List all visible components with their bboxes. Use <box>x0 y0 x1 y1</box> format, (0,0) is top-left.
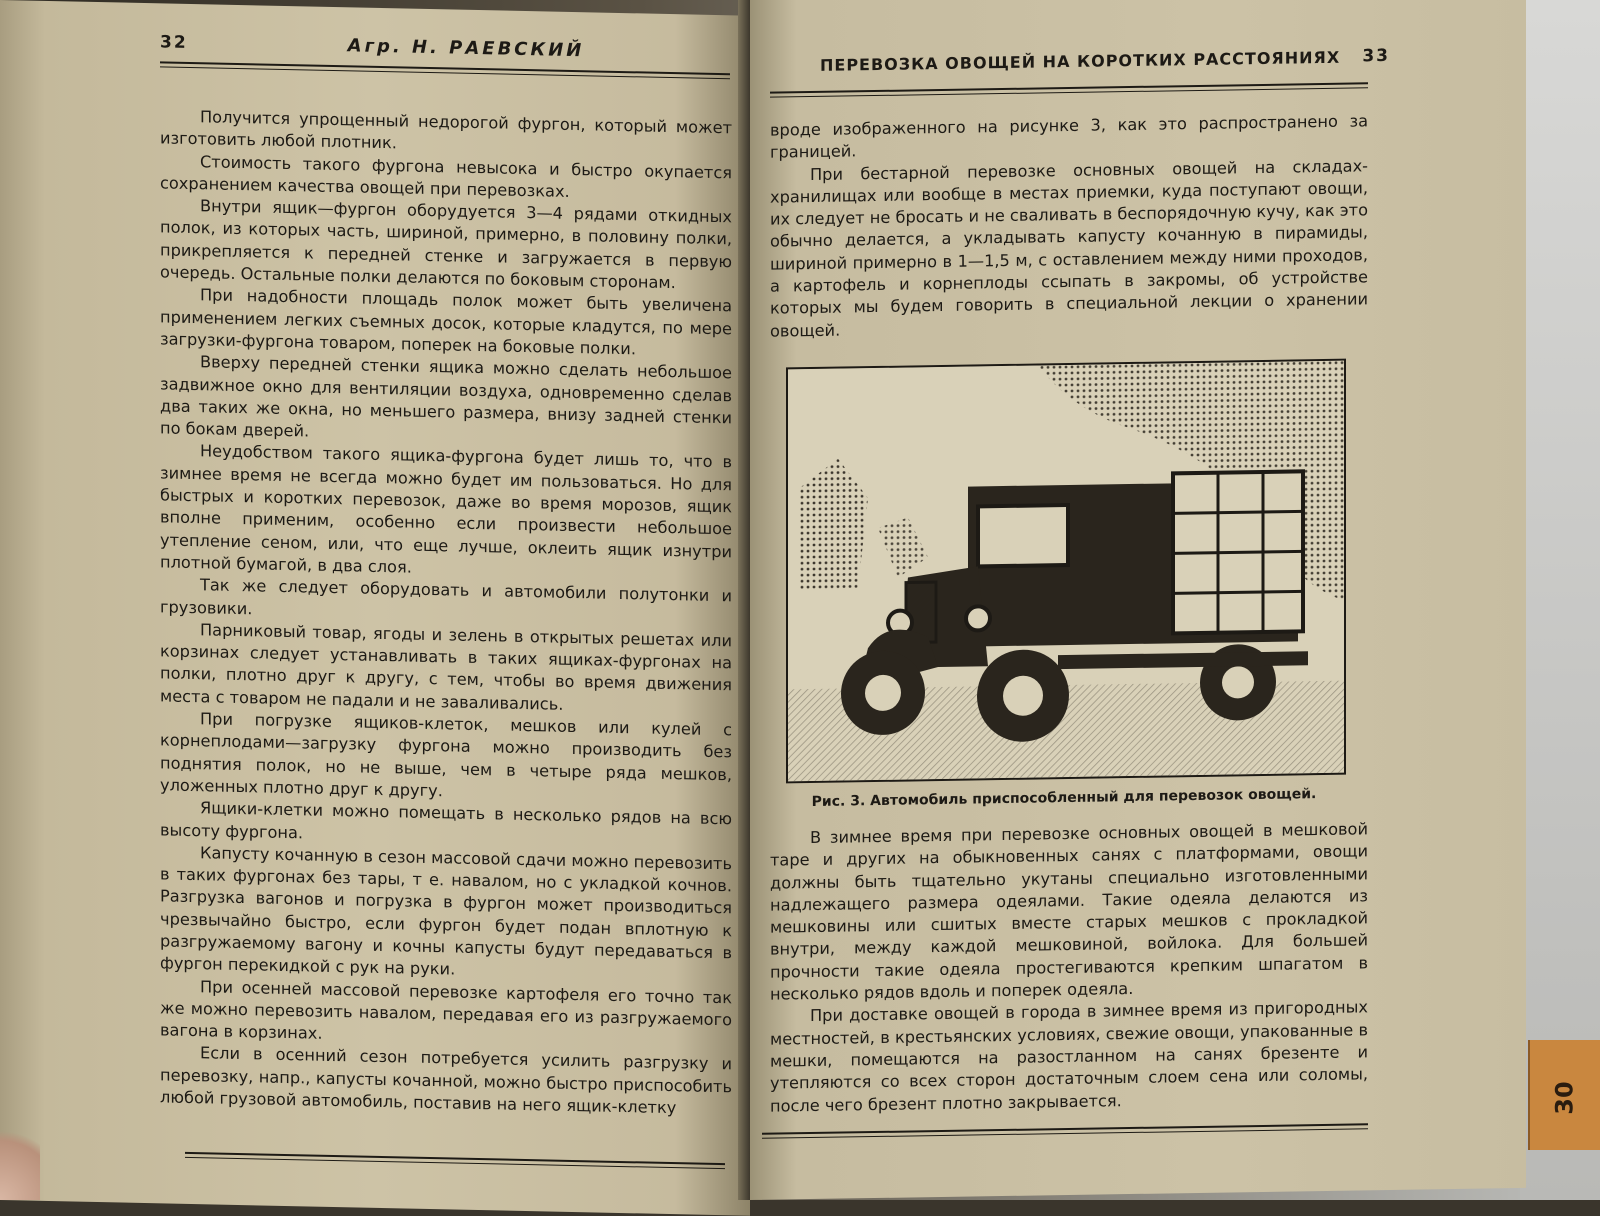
paragraph: Вверху передней стенки ящика можно сделать небольшое задвижное окно для вентиляции воздуха, одновременно сделав два таких же окна, но меньшего размера, внизу задней стенки по бокам дверей. <box>160 352 732 441</box>
paragraph: При погрузке ящиков-клеток, мешков или кулей с корнеплодами—загрузку фургона можно производить без поднятия полок, но не выше, чем в четыре ряда мешков, уложенных плотно друг к другу. <box>160 709 732 801</box>
left-running-head: Агр. Н. РАЕВСКИЙ <box>347 35 585 62</box>
left-header-rule <box>160 61 730 79</box>
paragraph: вроде изображенного на рисунке 3, как это распространено за границей. <box>770 111 1368 162</box>
tape-mark: 30 <box>1550 1081 1579 1115</box>
left-page-header <box>160 31 730 64</box>
left-page <box>0 0 750 1216</box>
paragraph: При осенней массовой перевозке картофеля его точно так же можно перевозить навалом, передавая его из разгружаемого вагона в корзинах. <box>160 976 732 1043</box>
paragraph: В зимнее время при перевозке основных овощей в мешковой таре и других на обыкновенных санях с платформами, овощи должны быть тщательно укутаны специально изготовленными надлежащего размера одеялами. Такие одеяла делаются из мешковины или сшитых вместе старых мешков с прокладкой внутри, между каждой мешковиной, войлока. Для большей прочности такие одеяла простегиваются крепким шпагатом в несколько рядов вдоль и поперек одеяла. <box>770 819 1368 1004</box>
paragraph: Ящики-клетки можно помещать в несколько рядов на всю высоту фургона. <box>160 798 732 842</box>
right-page-body-bottom <box>770 818 1368 1127</box>
paragraph: При бестарной перевозке основных овощей на складах-хранилищах или вообще в местах приемки, куда поступают овощи, их следует не бросать и не сваливать в беспорядочную кучу, как это обычно делается, а укладывать капусту кочанную в пирамиды, шириной примерно в 1—1,5 м, с оставлением между ними проходов, а картофель и корнеплоды ссыпать в закромы, об устройстве которых мы будем говорить в специальной лекции о хранении овощей. <box>770 155 1368 341</box>
left-page-body <box>160 105 732 1157</box>
paragraph: Неудобством такого ящика-фургона будет лишь то, что в зимнее время не всегда можно будет им пользоваться. Но для быстрых и коротких перевозок, даже во время морозов, ящик вполне применим, особенно если произвести небольшое утепление сеном, или, что еще лучше, оклеить ящик изнутри плотной бумагой, в два слоя. <box>160 441 732 577</box>
measuring-tape <box>1528 1040 1600 1150</box>
truck-illustration <box>786 359 1346 784</box>
table-surface <box>1520 0 1600 1200</box>
right-page-header <box>820 46 1390 75</box>
thumb <box>0 1110 40 1200</box>
left-page-number: 32 <box>160 32 188 53</box>
right-header-rule <box>770 82 1368 97</box>
paragraph: Внутри ящик—фургон оборудуется 3—4 рядами откидных полок, из которых часть, шириной, примерно, в половину полки, прикрепляется к передней стенке и загружается в первую очередь. Остальные полки делаются по боковым сторонам. <box>160 196 732 293</box>
right-page-number: 33 <box>1362 45 1390 67</box>
paragraph: Стоимость такого фургона невысока и быстро окупается сохранением качества овощей при перевозках. <box>160 151 732 201</box>
paragraph: Парниковый товар, ягоды и зелень в открытых решетах или корзинах следует устанавливать в таких ящиках-фургонах на полки, плотно друг к другу, с тем, чтобы во время движения места с товаром не падали и не заваливались. <box>160 620 732 714</box>
figure-caption: Рис. 3. Автомобиль приспособленный для перевозок овощей. <box>811 786 1317 811</box>
right-page-body-top <box>770 110 1368 341</box>
right-running-head: ПЕРЕВОЗКА ОВОЩЕЙ НА КОРОТКИХ РАССТОЯНИЯХ <box>820 47 1341 75</box>
paragraph: Капусту кочанную в сезон массовой сдачи можно перевозить в таких фургонах без тары, т е. навалом, но с укладкой кочнов. Разгрузка вагонов и погрузка в фургон может производиться чрезвычайно быстро, если фургон будет подан вплотную к разгружаемому вагону и кочны капусты будут передаваться в фургон перекидкой с рук на руки. <box>160 842 732 979</box>
paragraph: При доставке овощей в города в зимнее время из пригородных местностей, в крестьянских условиях, свежие овощи, упакованные в мешки, помещаются на разостланном на санях брезенте и утепляются со всех сторон достаточным слоем сена или соломы, после чего брезент плотно закрывается. <box>770 997 1368 1116</box>
paragraph: Получится упрощенный недорогой фургон, который может изготовить любой плотник. <box>160 107 732 153</box>
paragraph: Так же следует оборудовать и автомобили полутонки и грузовики. <box>160 575 732 618</box>
paragraph: Если в осенний сезон потребуется усилить разгрузку и перевозку, напр., капусты кочанной, можно быстро приспособить любой грузовой автомобиль, поставив на него ящик-клетку <box>160 1043 732 1118</box>
right-page <box>750 0 1526 1200</box>
paragraph: При надобности площадь полок может быть увеличена применением легких съемных досок, которые кладутся, по мере загрузки-фургона товаром, поперек на боковые полки. <box>160 285 732 359</box>
truck-drawing <box>788 361 1344 782</box>
